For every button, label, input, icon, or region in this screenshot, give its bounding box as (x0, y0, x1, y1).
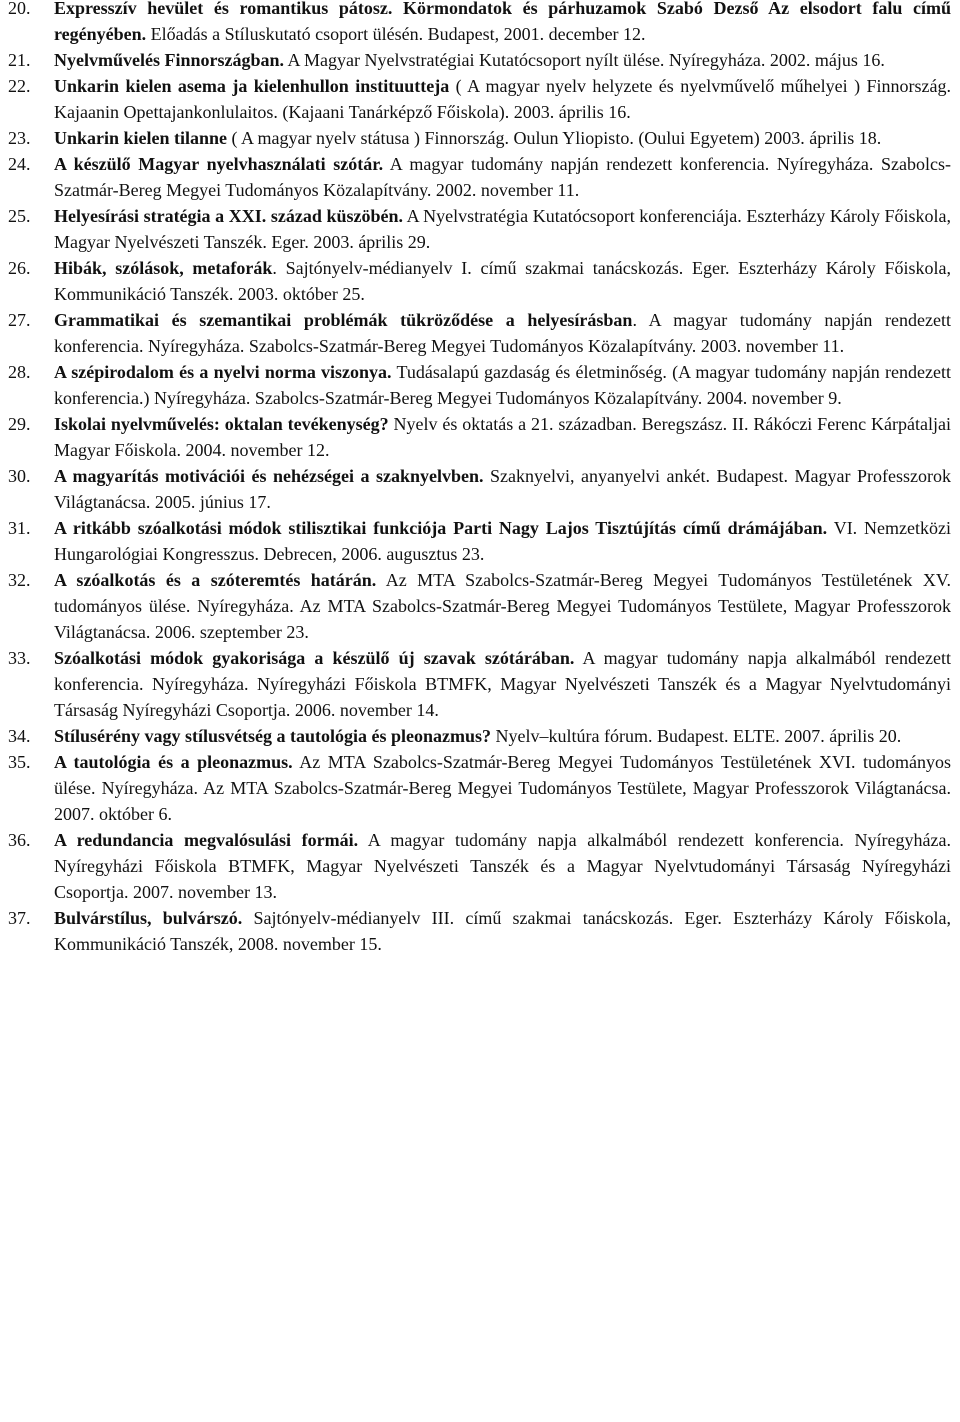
entry-number: 32. (8, 570, 31, 590)
entry-number: 34. (8, 726, 31, 746)
entry-title: Grammatikai és szemantikai problémák tükröződése a helyesírásban (54, 310, 633, 330)
entry-number: 27. (8, 310, 31, 330)
lecture-entry (8, 47, 951, 73)
entry-details: VI. Nemzetközi Hungarológiai Kongresszus. Debrecen, 2006. augusztus 23. (54, 518, 951, 564)
entry-title: Hibák, szólások, metaforák (54, 258, 273, 278)
lecture-list (8, 0, 951, 957)
entry-number: 37. (8, 908, 31, 928)
lecture-entry (8, 73, 951, 125)
entry-details: ( A magyar nyelv státusa ) Finnország. Oulun Yliopisto. (Oului Egyetem) 2003. április 18. (227, 128, 882, 148)
entry-details: ( A magyar nyelv helyzete és nyelvművelő műhelyei ) Finnország. Kajaanin Opettajankonlulaitos. (Kajaani Tanárképző Főiskola). 2003. április 16. (54, 76, 951, 122)
entry-title: A magyarítás motivációi és nehézségei a szaknyelvben. (54, 466, 484, 486)
lecture-entry (8, 827, 951, 905)
entry-number: 29. (8, 414, 31, 434)
entry-title: A szépirodalom és a nyelvi norma viszonya. (54, 362, 392, 382)
lecture-entry (8, 411, 951, 463)
entry-number: 28. (8, 362, 31, 382)
entry-number: 31. (8, 518, 31, 538)
lecture-entry (8, 463, 951, 515)
entry-details: . Sajtónyelv-médianyelv I. című szakmai tanácskozás. Eger. Eszterházy Károly Főiskola, Kommunikáció Tanszék. 2003. október 25. (54, 258, 951, 304)
entry-number: 25. (8, 206, 31, 226)
entry-details: Nyelv–kultúra fórum. Budapest. ELTE. 2007. április 20. (491, 726, 902, 746)
entry-title: Bulvárstílus, bulvárszó. (54, 908, 243, 928)
entry-number: 24. (8, 154, 31, 174)
entry-details: A magyar tudomány napja alkalmából rendezett konferencia. Nyíregyháza. Nyíregyházi Főiskola BTMFK, Magyar Nyelvészeti Tanszék és a Magyar Nyelvtudományi Társaság Nyíregyházi Csoportja. 2007. november 13. (54, 830, 951, 902)
lecture-entry (8, 749, 951, 827)
entry-details: . A magyar tudomány napján rendezett konferencia. Nyíregyháza. Szabolcs-Szatmár-Bereg Megyei Tudományos Közalapítvány. 2003. november 11. (54, 310, 951, 356)
entry-title: A ritkább szóalkotási módok stilisztikai funkciója Parti Nagy Lajos Tisztújítás című drámájában. (54, 518, 828, 538)
lecture-entry (8, 307, 951, 359)
entry-title: Nyelvművelés Finnországban. (54, 50, 285, 70)
entry-title: Expresszív hevület és romantikus pátosz. Körmondatok és párhuzamok Szabó Dezső Az elsodort falu című regényében. (54, 0, 951, 44)
lecture-entry (8, 255, 951, 307)
entry-details: Nyelv és oktatás a 21. században. Beregszász. II. Rákóczi Ferenc Kárpátaljai Magyar Főiskola. 2004. november 12. (54, 414, 951, 460)
entry-details: Az MTA Szabolcs-Szatmár-Bereg Megyei Tudományos Testületének XVI. tudományos ülése. Nyíregyháza. Az MTA Szabolcs-Szatmár-Bereg Megyei Tudományos Testülete, Magyar Professzorok Világtanácsa. 2007. október 6. (54, 752, 951, 824)
entry-details: A Nyelvstratégia Kutatócsoport konferenciája. Eszterházy Károly Főiskola, Magyar Nyelvészeti Tanszék. Eger. 2003. április 29. (54, 206, 951, 252)
entry-title: A készülő Magyar nyelvhasználati szótár. (54, 154, 384, 174)
entry-title: A tautológia és a pleonazmus. (54, 752, 293, 772)
entry-number: 36. (8, 830, 31, 850)
lecture-entry (8, 905, 951, 957)
entry-title: Iskolai nyelvművelés: oktalan tevékenység? (54, 414, 389, 434)
entry-title: Unkarin kielen asema ja kielenhullon instituutteja (54, 76, 450, 96)
entry-number: 20. (8, 0, 31, 18)
entry-title: Helyesírási stratégia a XXI. század küszöbén. (54, 206, 403, 226)
entry-details: A Magyar Nyelvstratégiai Kutatócsoport nyílt ülése. Nyíregyháza. 2002. május 16. (284, 50, 885, 70)
entry-title: A redundancia megvalósulási formái. (54, 830, 359, 850)
lecture-entry (8, 125, 951, 151)
entry-number: 21. (8, 50, 31, 70)
entry-title: A szóalkotás és a szóteremtés határán. (54, 570, 377, 590)
entry-details: Előadás a Stíluskutató csoport ülésén. Budapest, 2001. december 12. (146, 24, 646, 44)
lecture-entry (8, 203, 951, 255)
entry-details: A magyar tudomány napján rendezett konferencia. Nyíregyháza. Szabolcs-Szatmár-Bereg Megyei Tudományos Közalapítvány. 2002. november 11. (54, 154, 951, 200)
entry-details: A magyar tudomány napja alkalmából rendezett konferencia. Nyíregyháza. Nyíregyházi Főiskola BTMFK, Magyar Nyelvészeti Tanszék és a Magyar Nyelvtudományi Társaság Nyíregyházi Csoportja. 2006. november 14. (54, 648, 951, 720)
lecture-entry (8, 151, 951, 203)
lecture-entry (8, 359, 951, 411)
lecture-entry (8, 723, 951, 749)
entry-number: 23. (8, 128, 31, 148)
entry-number: 22. (8, 76, 31, 96)
entry-number: 26. (8, 258, 31, 278)
entry-number: 35. (8, 752, 31, 772)
entry-title: Unkarin kielen tilanne (54, 128, 228, 148)
entry-details: Tudásalapú gazdaság és életminőség. (A magyar tudomány napján rendezett konferencia.) Nyíregyháza. Szabolcs-Szatmár-Bereg Megyei Tudományos Közalapítvány. 2004. november 9. (54, 362, 951, 408)
entry-details: Az MTA Szabolcs-Szatmár-Bereg Megyei Tudományos Testületének XV. tudományos ülése. Nyíregyháza. Az MTA Szabolcs-Szatmár-Bereg Megyei Tudományos Testülete, Magyar Professzorok Világtanácsa. 2006. szeptember 23. (54, 570, 951, 642)
lecture-entry (8, 645, 951, 723)
entry-title: Stílusérény vagy stílusvétség a tautológia és pleonazmus? (54, 726, 492, 746)
lecture-entry (8, 567, 951, 645)
lecture-entry (8, 0, 951, 47)
lecture-entry (8, 515, 951, 567)
entry-number: 33. (8, 648, 31, 668)
entry-number: 30. (8, 466, 31, 486)
entry-details: Szaknyelvi, anyanyelvi ankét. Budapest. Magyar Professzorok Világtanácsa. 2005. június 17. (54, 466, 951, 512)
entry-title: Szóalkotási módok gyakorisága a készülő új szavak szótárában. (54, 648, 575, 668)
entry-details: Sajtónyelv-médianyelv III. című szakmai tanácskozás. Eger. Eszterházy Károly Főiskola, Kommunikáció Tanszék, 2008. november 15. (54, 908, 951, 954)
